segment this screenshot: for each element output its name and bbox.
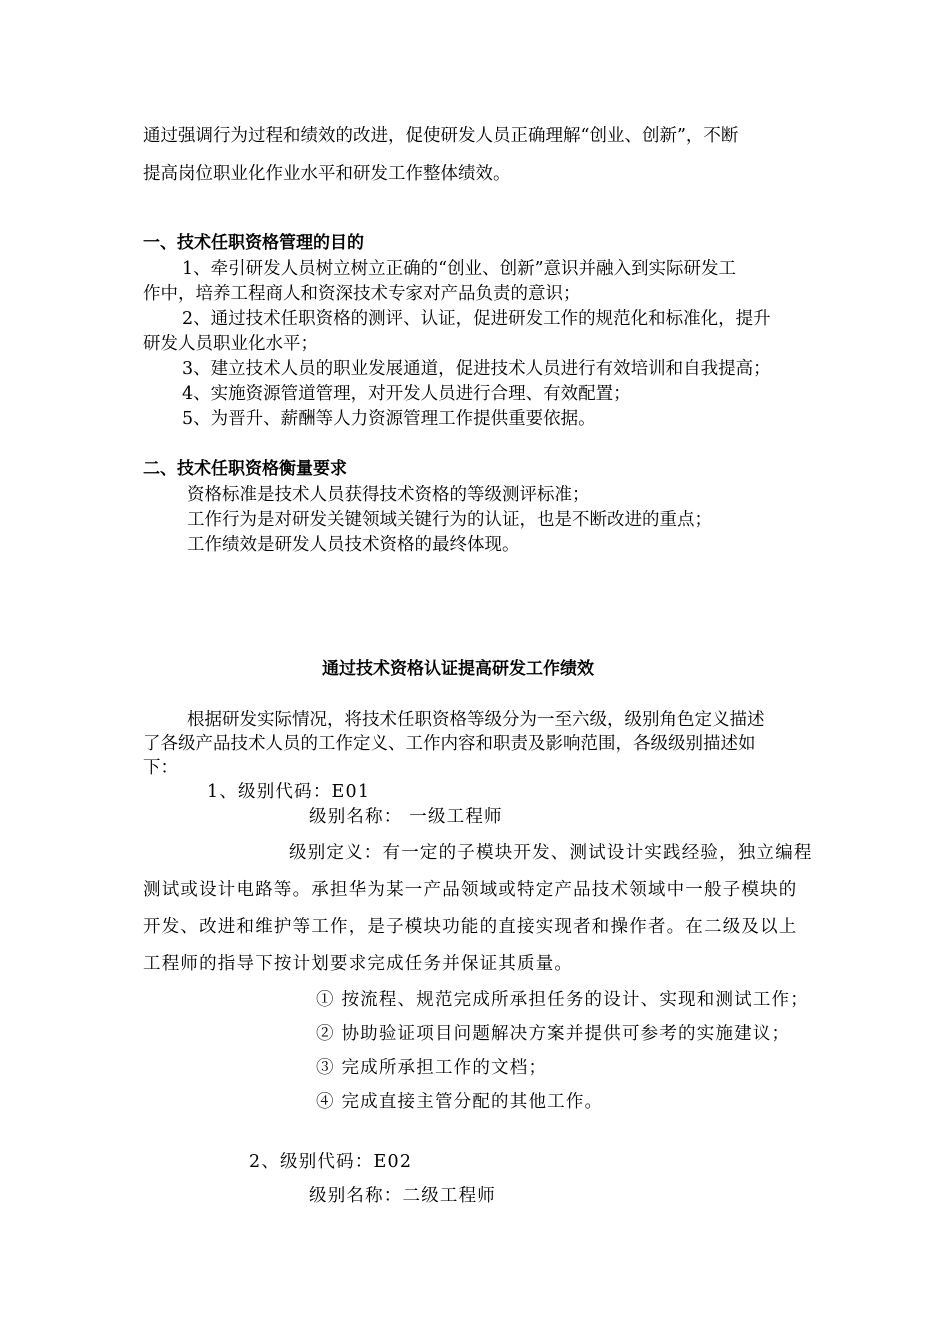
list-item: 4、实施资源管道管理，对开发人员进行合理、有效配置； xyxy=(182,384,631,404)
section-heading: 二、技术任职资格衡量要求 xyxy=(143,459,347,479)
level-definition-line: 测试或设计电路等。承担华为某一产品领域或特定产品技术领域中一般子模块的 xyxy=(143,880,798,900)
level-name: 级别名称：二级工程师 xyxy=(309,1186,496,1206)
list-item: 5、为晋升、薪酬等人力资源管理工作提供重要依据。 xyxy=(182,409,596,429)
paragraph-line: 了各级产品技术人员的工作定义、工作内容和职责及影响范围，各级级别描述如 xyxy=(143,734,756,754)
list-item: 1、牵引研发人员树立树立正确的“创业、创新”意识并融入到实际研发工 xyxy=(182,259,737,279)
section-heading: 一、技术任职资格管理的目的 xyxy=(143,233,364,253)
list-item: 资格标准是技术人员获得技术资格的等级测评标准； xyxy=(187,485,590,505)
level-definition-line: 级别定义：有一定的子模块开发、测试设计实践经验，独立编程 xyxy=(289,843,813,863)
list-item: 2、通过技术任职资格的测评、认证，促进研发工作的规范化和标准化，提升 xyxy=(182,309,771,329)
level-name: 级别名称： 一级工程师 xyxy=(309,807,503,827)
paragraph-line: 根据研发实际情况，将技术任职资格等级分为一至六级，级别角色定义描述 xyxy=(187,710,765,730)
level-code: 2、级别代码：E02 xyxy=(249,1152,413,1172)
duty-item: ② 协助验证项目问题解决方案并提供可参考的实施建议； xyxy=(316,1024,791,1044)
duty-item: ④ 完成直接主管分配的其他工作。 xyxy=(316,1092,604,1112)
intro-line: 提高岗位职业化作业水平和研发工作整体绩效。 xyxy=(143,164,511,184)
list-item: 工作绩效是研发人员技术资格的最终体现。 xyxy=(187,535,520,555)
list-item: 作中，培养工程商人和资深技术专家对产品负责的意识； xyxy=(143,284,581,304)
paragraph-line: 下： xyxy=(143,758,178,778)
list-item: 研发人员职业化水平； xyxy=(143,334,318,354)
intro-line: 通过强调行为过程和绩效的改进，促使研发人员正确理解“创业、创新”，不断 xyxy=(143,126,739,146)
level-code: 1、级别代码：E01 xyxy=(207,782,371,802)
level-definition-line: 开发、改进和维护等工作，是子模块功能的直接实现者和操作者。在二级及以上 xyxy=(143,917,798,937)
list-item: 工作行为是对研发关键领域关键行为的认证，也是不断改进的重点； xyxy=(187,510,712,530)
level-definition-line: 工程师的指导下按计划要求完成任务并保证其质量。 xyxy=(143,954,574,974)
duty-item: ① 按流程、规范完成所承担任务的设计、实现和测试工作； xyxy=(316,990,809,1010)
list-item: 3、建立技术人员的职业发展通道，促进技术人员进行有效培训和自我提高； xyxy=(182,359,771,379)
document-title: 通过技术资格认证提高研发工作绩效 xyxy=(322,659,594,679)
duty-item: ③ 完成所承担工作的文档； xyxy=(316,1058,548,1078)
